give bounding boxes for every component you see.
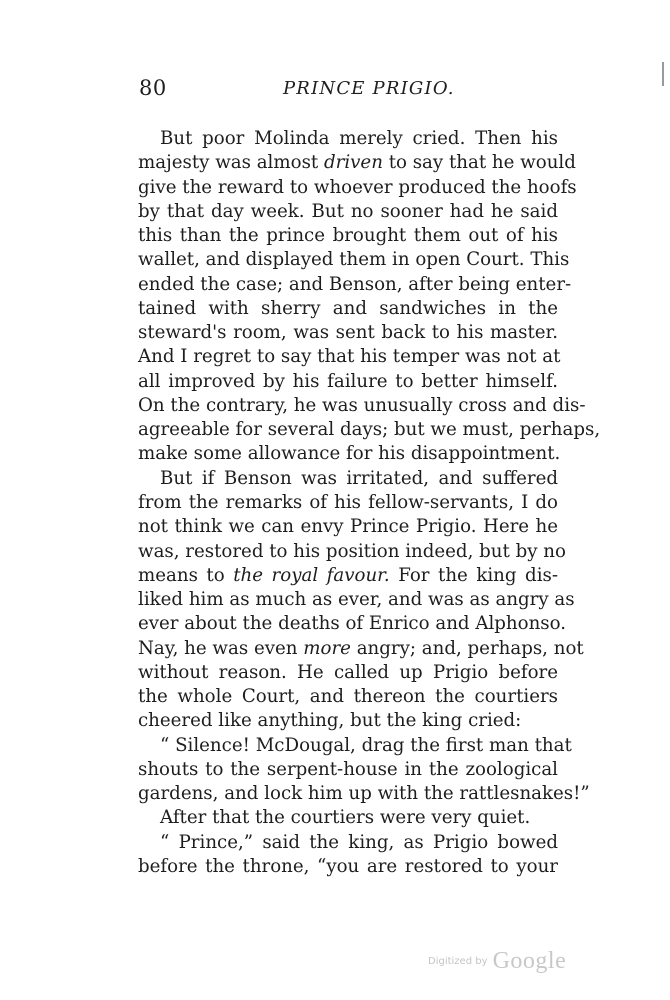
text-line: And I regret to say that his temper was not at: [138, 346, 561, 368]
text-line: After that the courtiers were very quiet.: [160, 807, 531, 829]
digitized-watermark: [428, 948, 566, 978]
text-line: “ Prince,” said the king, as Prigio bowed: [160, 831, 558, 853]
text-line: agreeable for several days; but we must, perhaps,: [138, 419, 601, 441]
text-line: On the contrary, he was unusually cross and dis-: [138, 394, 586, 416]
text-line: But poor Molinda merely cried. Then his: [160, 128, 558, 149]
scan-edge-mark: [662, 62, 664, 86]
text-line: “ Silence! McDougal, drag the first man that: [160, 734, 572, 756]
text-line: cheered like anything, but the king cried:: [138, 710, 522, 732]
text-line: this than the prince brought them out of his: [138, 225, 558, 247]
text-line: ever about the deaths of Enrico and Alphonso.: [138, 613, 567, 635]
text-line: steward's room, was sent back to his master.: [138, 322, 558, 344]
watermark-prefix: Digitized by: [428, 956, 488, 967]
text-line: means to the royal favour. For the king dis-: [138, 564, 558, 586]
text-line: the whole Court, and thereon the courtiers: [138, 686, 558, 708]
watermark-brand-logo: Google: [492, 948, 567, 974]
text-line: all improved by his failure to better himself.: [138, 370, 558, 392]
emphasis: driven: [324, 152, 383, 174]
running-head: [139, 76, 559, 106]
text-line: before the throne, “you are restored to your: [138, 855, 558, 877]
emphasis: the royal favour.: [233, 564, 390, 586]
text-line: from the remarks of his fellow-servants, I do: [138, 491, 558, 513]
text-line: Nay, he was even more angry; and, perhaps, not: [138, 637, 584, 659]
text-line: tained with sherry and sandwiches in the: [138, 297, 558, 319]
text-line: gardens, and lock him up with the rattlesnakes!”: [138, 783, 590, 805]
text-line: without reason. He called up Prigio before: [138, 661, 558, 683]
text-line: not think we can envy Prince Prigio. Here he: [138, 516, 558, 538]
text-line: was, restored to his position indeed, but by no: [138, 540, 566, 562]
text-line: shouts to the serpent-house in the zoological: [138, 758, 558, 780]
text-line: But if Benson was irritated, and suffered: [160, 467, 558, 489]
body-text: [138, 127, 601, 879]
running-title: PRINCE PRIGIO.: [283, 78, 455, 99]
text-line: wallet, and displayed them in open Court. This: [138, 249, 570, 271]
text-line: ended the case; and Benson, after being enter-: [138, 273, 572, 295]
text-line: by that day week. But no sooner had he said: [138, 200, 558, 222]
text-line: majesty was almost driven to say that he would: [138, 152, 576, 174]
emphasis: more: [303, 637, 351, 659]
text-line: liked him as much as ever, and was as angry as: [138, 589, 575, 611]
text-line: make some allowance for his disappointment.: [138, 443, 561, 465]
text-line: give the reward to whoever produced the hoofs: [138, 176, 577, 198]
page-number: 80: [139, 76, 167, 100]
